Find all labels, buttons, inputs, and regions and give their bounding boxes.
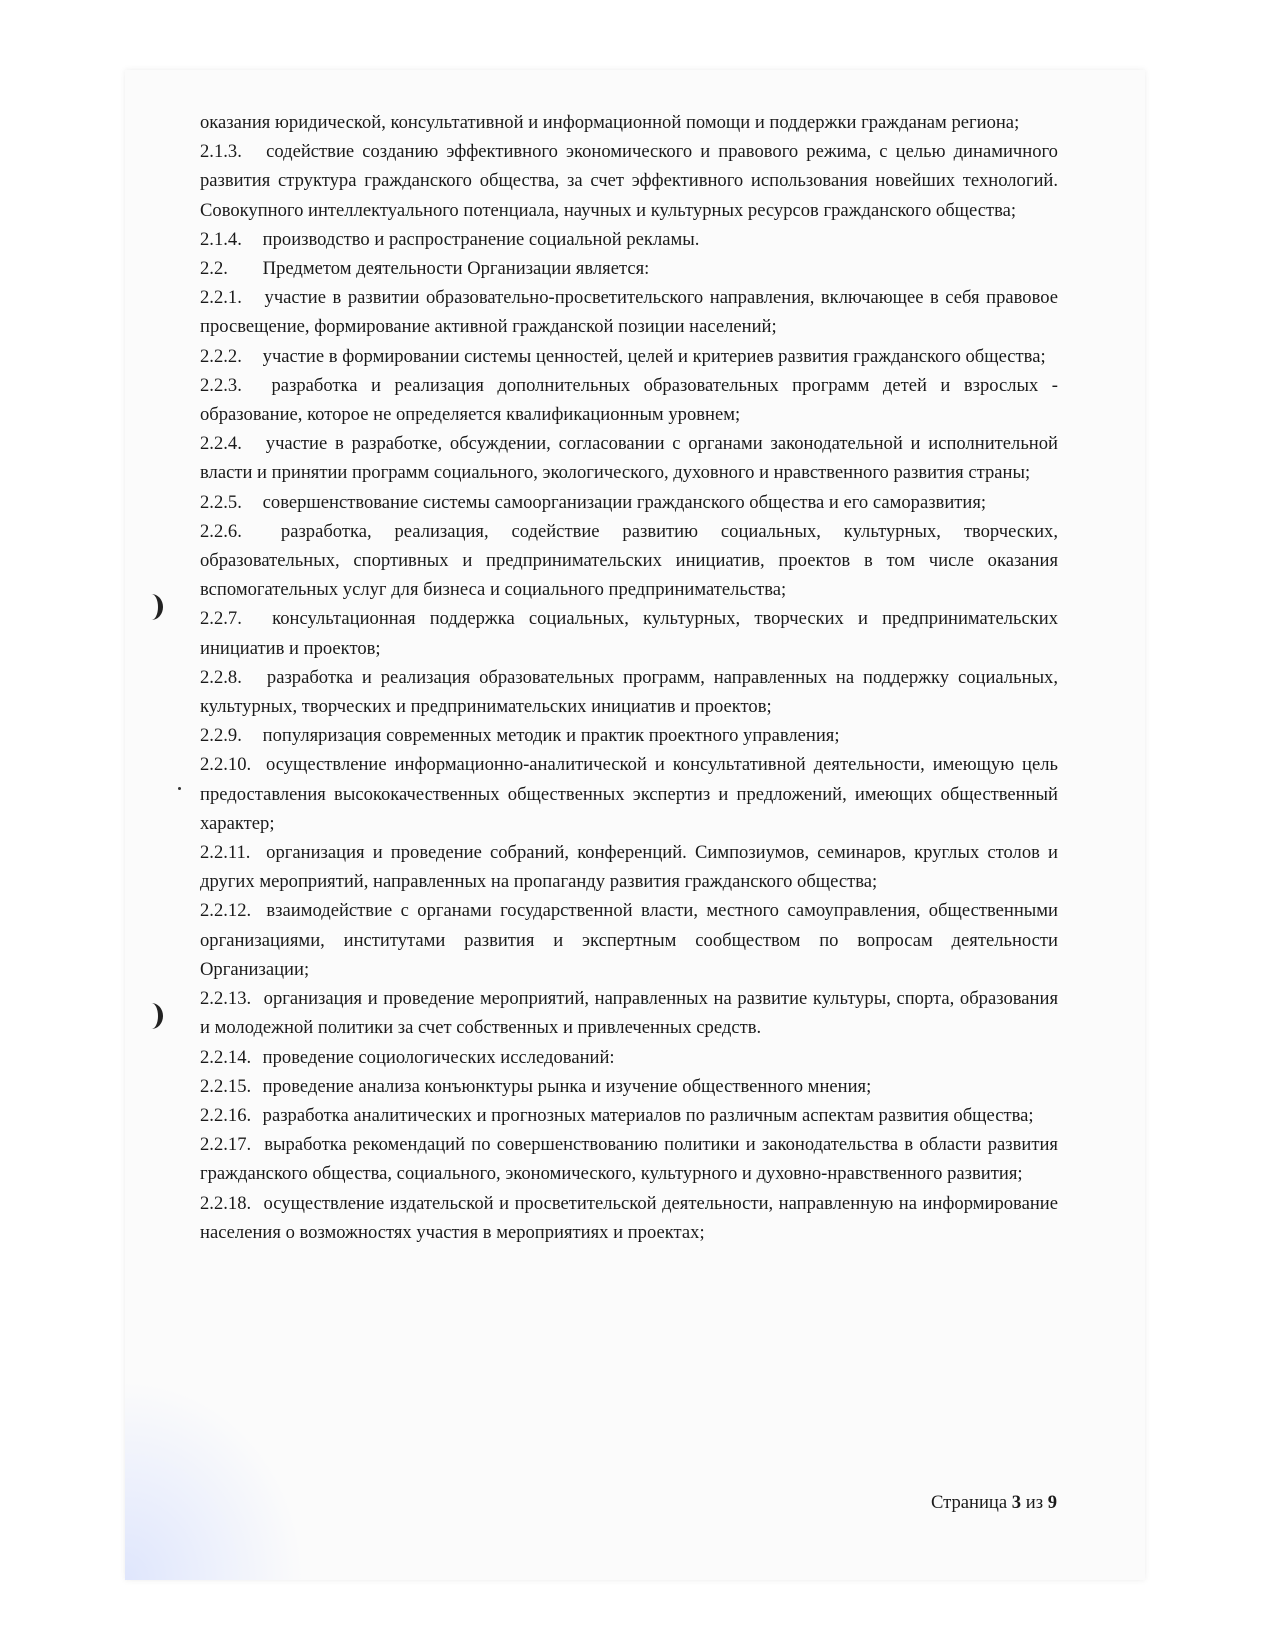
- clause-number: 2.2.: [200, 258, 228, 280]
- clause-text: оказания юридической, консультативной и информационной помощи и поддержки гражданам региона;: [200, 112, 1020, 133]
- clause-number: 2.2.5.: [200, 491, 242, 513]
- page-current: 3: [1011, 1492, 1022, 1513]
- clause-number: 2.2.18.: [200, 1192, 252, 1214]
- clause-text: взаимодействие с органами государственной власти, местного самоуправления, общественными организациями, институтами развития и экспертным сообществом по вопросам деятельности Организации;: [200, 900, 1058, 980]
- clause-paragraph: [200, 984, 1058, 1042]
- document-body: [200, 108, 1058, 1247]
- clause-text: проведение анализа конъюнктуры рынка и изучение общественного мнения;: [262, 1075, 872, 1097]
- clause-number: 2.2.9.: [200, 725, 242, 747]
- clause-paragraph: [200, 517, 1058, 605]
- clause-number: 2.2.4.: [200, 433, 242, 455]
- clause-number: 2.2.15.: [200, 1075, 252, 1097]
- clause-number: 2.2.11.: [200, 842, 251, 864]
- clause-paragraph: [200, 750, 1058, 838]
- clause-number: 2.2.16.: [200, 1104, 252, 1126]
- clause-text: содействие созданию эффективного экономического и правового режима, с целью динамичного развития структура гражданского общества, за счет эффективного использования новейших технологий. Совокупного интеллектуального потенциала, научных и культурных ресурсов гражданского общества;: [200, 141, 1058, 221]
- clause-paragraph: [200, 371, 1058, 429]
- clause-text: консультационная поддержка социальных, культурных, творческих и предпринимательских инициатив и проектов;: [200, 608, 1058, 659]
- clause-number: 2.2.3.: [200, 374, 242, 396]
- clause-paragraph: [200, 1130, 1058, 1188]
- clause-paragraph: [200, 604, 1058, 662]
- clause-text: разработка аналитических и прогнозных материалов по различным аспектам развития общества;: [262, 1104, 1034, 1126]
- clause-paragraph: [200, 283, 1058, 341]
- clause-text: популяризация современных методик и практик проектного управления;: [262, 725, 840, 747]
- clause-number: 2.1.4.: [200, 228, 242, 250]
- clause-paragraph: [200, 225, 1058, 254]
- clause-paragraph: [200, 488, 1058, 517]
- clause-text: Предметом деятельности Организации является:: [262, 258, 650, 280]
- clause-number: 2.1.3.: [200, 141, 242, 163]
- clause-text: организация и проведение собраний, конференций. Симпозиумов, семинаров, круглых столов и других мероприятий, направленных на пропаганду развития гражданского общества;: [200, 842, 1058, 893]
- clause-text: организация и проведение мероприятий, направленных на развитие культуры, спорта, образования и молодежной политики за счет собственных и привлеченных средств.: [200, 988, 1058, 1039]
- punch-hole: [140, 594, 163, 620]
- clause-paragraph: [200, 137, 1058, 225]
- page-label: Страница: [930, 1492, 1008, 1513]
- clause-number: 2.2.12.: [200, 900, 252, 922]
- clause-paragraph: [200, 1189, 1058, 1247]
- clause-text: разработка, реализация, содействие развитию социальных, культурных, творческих, образовательных, спортивных и предпринимательских инициатив, проектов в том числе оказания вспомогательных услуг для бизнеса и социального предпринимательства;: [200, 520, 1058, 601]
- clause-number: 2.2.17.: [200, 1134, 252, 1156]
- clause-text: осуществление информационно-аналитической и консультативной деятельности, имеющую цель предоставления высококачественных общественных экспертиз и предложений, имеющих общественный характер;: [200, 754, 1058, 834]
- page-number: [931, 1492, 1057, 1514]
- page-total: 9: [1047, 1492, 1057, 1513]
- page-separator: из: [1025, 1492, 1044, 1513]
- clause-number: 2.2.10.: [200, 754, 252, 776]
- clause-text: участие в развитии образовательно-просветительского направления, включающее в себя правовое просвещение, формирование активной гражданской позиции населений;: [200, 287, 1058, 338]
- clause-text: участие в разработке, обсуждении, согласовании с органами законодательной и исполнительной власти и принятии программ социального, экологического, духовного и нравственного развития страны;: [200, 433, 1058, 484]
- clause-text: участие в формировании системы ценностей, целей и критериев развития гражданского общества;: [262, 345, 1046, 367]
- clause-paragraph: [200, 1101, 1058, 1130]
- clause-paragraph: [200, 838, 1058, 896]
- clause-number: 2.2.7.: [200, 608, 242, 630]
- clause-number: 2.2.2.: [200, 345, 242, 367]
- clause-text: выработка рекомендаций по совершенствованию политики и законодательства в области развития гражданского общества, социального, экономического, культурного и духовно-нравственного развития;: [200, 1134, 1058, 1185]
- clause-number: 2.2.6.: [200, 520, 242, 542]
- clause-paragraph: [200, 108, 1058, 137]
- clause-text: проведение социологических исследований:: [262, 1046, 615, 1068]
- clause-number: 2.2.14.: [200, 1046, 252, 1068]
- clause-paragraph: [200, 342, 1058, 371]
- clause-paragraph: [200, 1072, 1058, 1101]
- clause-text: разработка и реализация образовательных программ, направленных на поддержку социальных, культурных, творческих и предпринимательских инициатив и проектов;: [200, 666, 1059, 718]
- clause-number: 2.2.1.: [200, 287, 242, 309]
- clause-text: совершенствование системы самоорганизации гражданского общества и его саморазвития;: [262, 491, 987, 513]
- clause-paragraph: [200, 721, 1058, 750]
- speck: [178, 787, 181, 790]
- clause-text: осуществление издательской и просветительской деятельности, направленную на информирование населения о возможностях участия в мероприятиях и проектах;: [200, 1192, 1058, 1243]
- clause-paragraph: [200, 254, 1058, 283]
- clause-text: производство и распространение социальной рекламы.: [262, 228, 700, 250]
- clause-number: 2.2.8.: [200, 666, 242, 688]
- clause-text: разработка и реализация дополнительных образовательных программ детей и взрослых - образование, которое не определяется квалификационным уровнем;: [200, 374, 1058, 426]
- clause-paragraph: [200, 429, 1058, 487]
- clause-paragraph: [200, 1043, 1058, 1072]
- clause-paragraph: [200, 663, 1058, 721]
- clause-paragraph: [200, 896, 1058, 984]
- clause-number: 2.2.13.: [200, 988, 252, 1010]
- punch-hole: [140, 1003, 163, 1029]
